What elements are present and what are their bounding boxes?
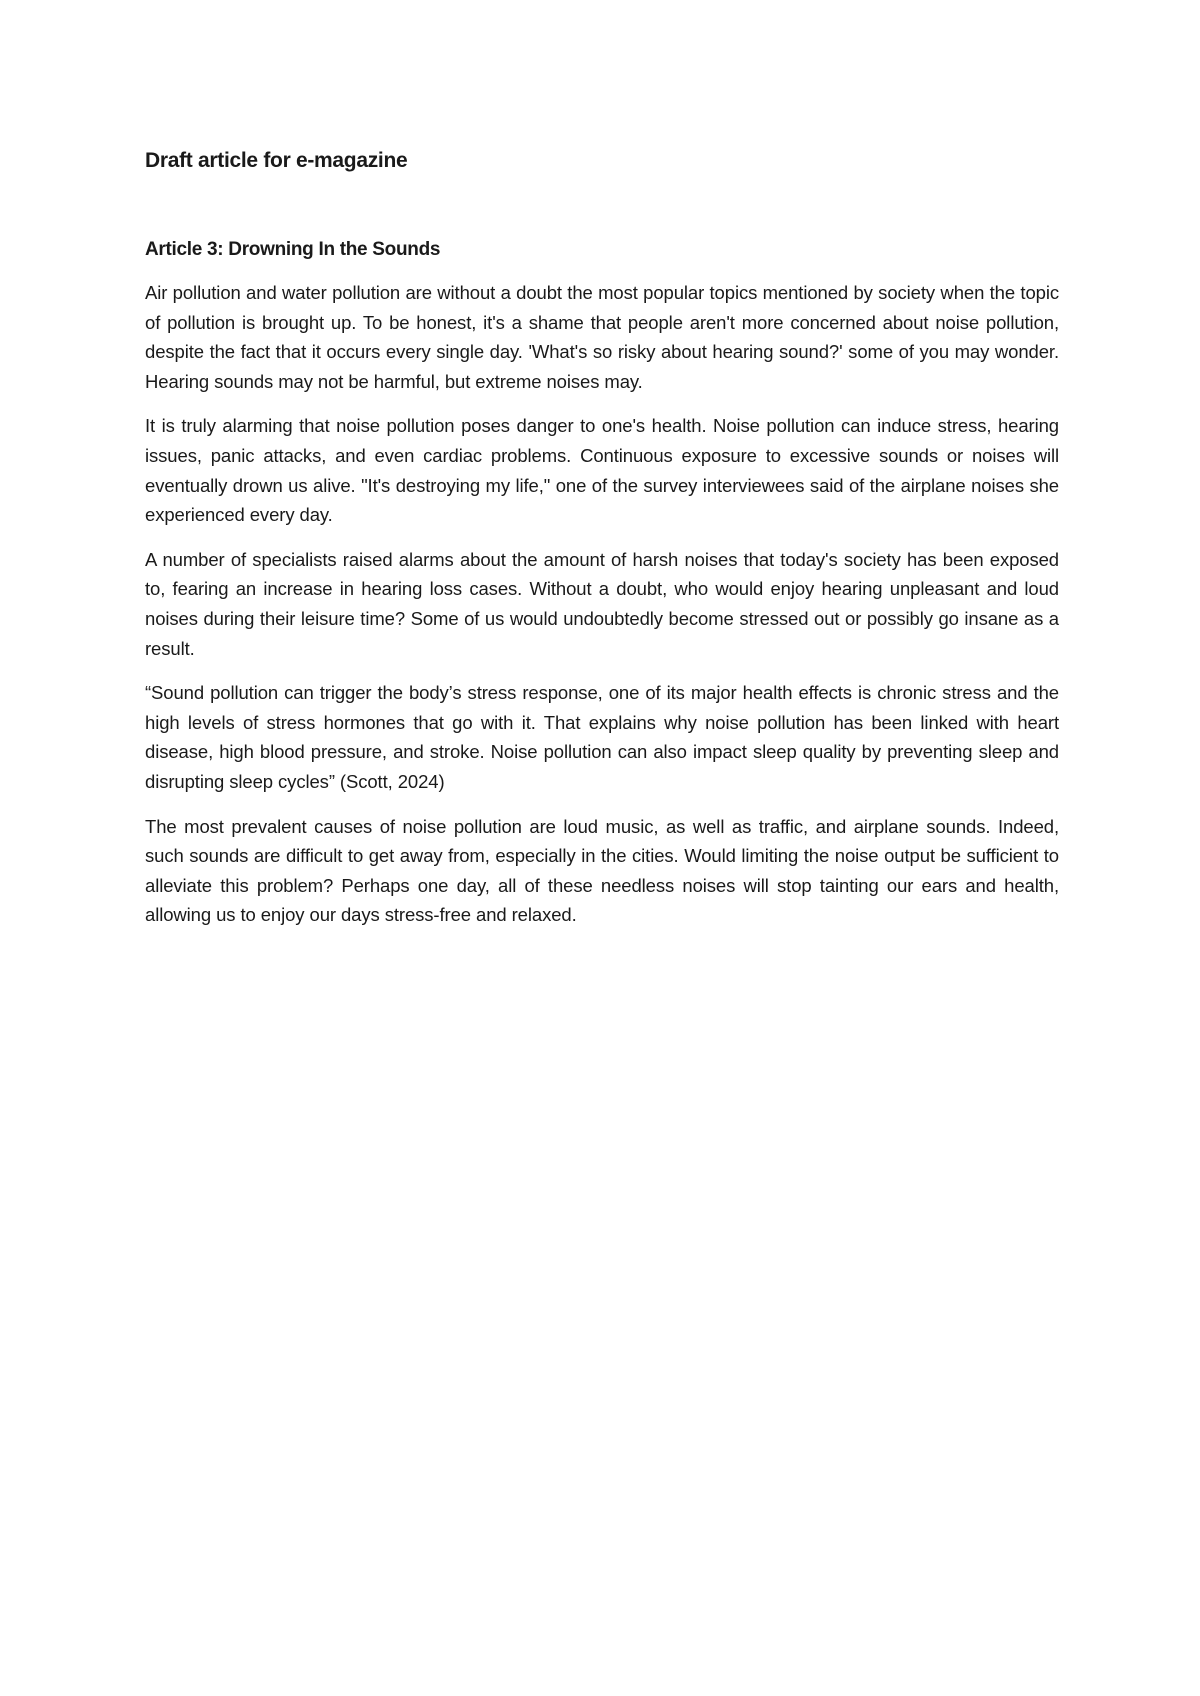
paragraph-2: It is truly alarming that noise pollution poses danger to one's health. Noise pollution can induce stress, hearing issues, panic attacks, and even cardiac problems. Continuous exposure to excessive sounds or noises will eventually drown us alive. "It's destroying my life," one of the survey interviewees said of the airplane noises she experienced every day. bbox=[145, 415, 1059, 526]
paragraph-5: The most prevalent causes of noise pollution are loud music, as well as traffic, and airplane sounds. Indeed, such sounds are difficult to get away from, especially in the cities. Would limiting the noise output be sufficient to alleviate this problem? Perhaps one day, all of these needless noises will stop tainting our ears and health, allowing us to enjoy our days stress-free and relaxed. bbox=[145, 815, 1059, 926]
paragraph-4-quote: “Sound pollution can trigger the body’s stress response, one of its major health effects is chronic stress and the high levels of stress hormones that go with it. That explains why noise pollution has been linked with heart disease, high blood pressure, and stroke. Noise pollution can also impact sleep quality by preventing sleep and disrupting sleep cycles” (Scott, 2024) bbox=[145, 682, 1059, 792]
document-title: Draft article for e-magazine bbox=[145, 149, 408, 172]
article-heading: Article 3: Drowning In the Sounds bbox=[145, 239, 441, 260]
paragraph-1: Air pollution and water pollution are without a doubt the most popular topics mentioned by society when the topic of pollution is brought up. To be honest, it's a shame that people aren't more concerned about noise pollution, despite the fact that it occurs every single day. 'What's so risky about hearing sound?' some of you may wonder. Hearing sounds may not be harmful, but extreme noises may. bbox=[145, 282, 1059, 392]
paragraph-3: A number of specialists raised alarms about the amount of harsh noises that today's society has been exposed to, fearing an increase in hearing loss cases. Without a doubt, who would enjoy hearing unpleasant and loud noises during their leisure time? Some of us would undoubtedly become stressed out or possibly go insane as a result. bbox=[145, 548, 1059, 659]
document-body bbox=[145, 146, 1059, 945]
